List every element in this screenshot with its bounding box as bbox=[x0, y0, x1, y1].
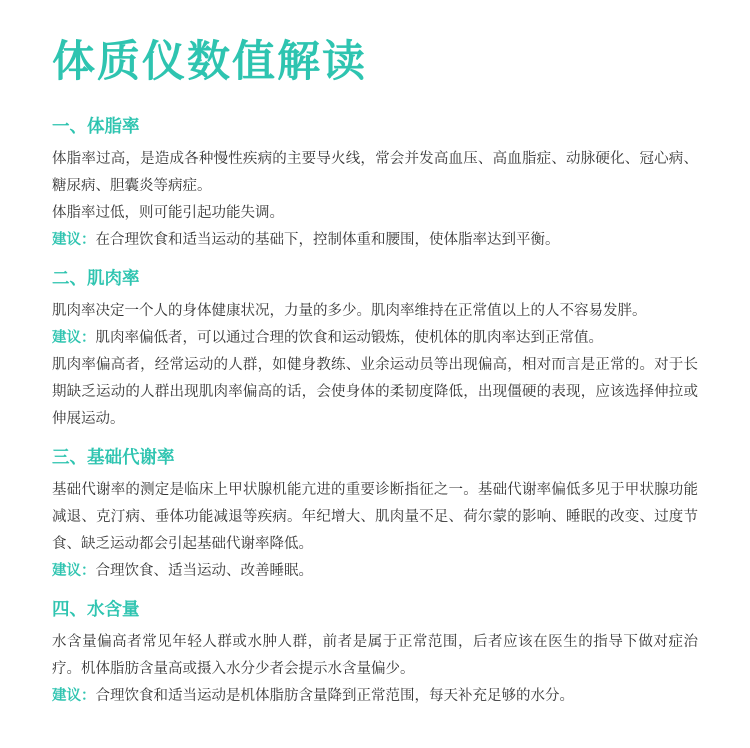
paragraph: 体脂率过低，则可能引起功能失调。 bbox=[52, 205, 284, 221]
advice-text: 合理饮食和适当运动是机体脂肪含量降到正常范围，每天补充足够的水分。 bbox=[95, 688, 574, 704]
page-title: 体质仪数值解读 bbox=[52, 37, 367, 87]
advice-paragraph bbox=[52, 227, 698, 254]
paragraph: 肌肉率偏高者，经常运动的人群，如健身教练、业余运动员等出现偏高，相对而言是正常的。对于长期缺乏运动的人群出现肌肉率偏高的话，会使身体的柔韧度降低，出现僵硬的表现，应该选择伸拉或伸展运动。 bbox=[52, 357, 698, 427]
section-basal-metabolic-rate bbox=[52, 445, 698, 585]
advice-label: 建议： bbox=[52, 330, 96, 346]
section-muscle-rate bbox=[52, 266, 698, 433]
paragraph: 基础代谢率的测定是临床上甲状腺机能亢进的重要诊断指征之一。基础代谢率偏低多见于甲状腺功能减退、克汀病、垂体功能减退等疾病。年纪增大、肌肉量不足、荷尔蒙的影响、睡眠的改变、过度节食、缺乏运动都会引起基础代谢率降低。 bbox=[52, 482, 698, 552]
advice-label: 建议： bbox=[52, 232, 96, 248]
paragraph: 水含量偏高者常见年轻人群或水肿人群，前者是属于正常范围，后者应该在医生的指导下做对症治疗。机体脂肪含量高或摄入水分少者会提示水含量偏少。 bbox=[52, 634, 698, 677]
paragraph: 体脂率过高，是造成各种慢性疾病的主要导火线，常会并发高血压、高血脂症、动脉硬化、冠心病、糖尿病、胆囊炎等病症。 bbox=[52, 151, 698, 194]
section-body-fat bbox=[52, 114, 698, 254]
advice-label: 建议： bbox=[52, 563, 96, 579]
advice-label: 建议： bbox=[52, 688, 96, 704]
section-heading: 三、基础代谢率 bbox=[52, 448, 175, 468]
advice-paragraph bbox=[52, 683, 698, 710]
section-heading: 一、体脂率 bbox=[52, 117, 140, 137]
advice-paragraph bbox=[52, 325, 698, 352]
advice-text: 在合理饮食和适当运动的基础下，控制体重和腰围，使体脂率达到平衡。 bbox=[95, 232, 560, 248]
section-heading: 四、水含量 bbox=[52, 600, 140, 620]
paragraph: 肌肉率决定一个人的身体健康状况，力量的多少。肌肉率维持在正常值以上的人不容易发胖。 bbox=[52, 303, 647, 319]
advice-text: 合理饮食、适当运动、改善睡眠。 bbox=[95, 563, 313, 579]
advice-paragraph bbox=[52, 558, 698, 585]
section-heading: 二、肌肉率 bbox=[52, 269, 140, 289]
advice-text: 肌肉率偏低者，可以通过合理的饮食和运动锻炼，使机体的肌肉率达到正常值。 bbox=[95, 330, 603, 346]
section-water-content bbox=[52, 597, 698, 710]
